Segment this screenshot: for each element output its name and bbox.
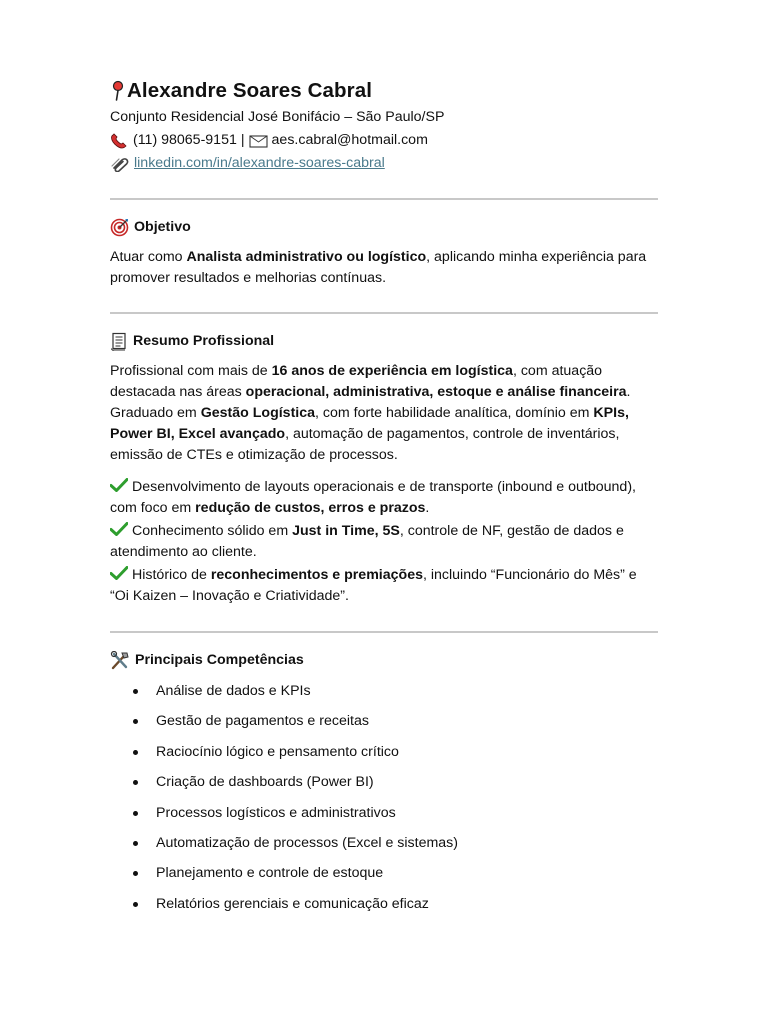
check-mark-icon <box>110 478 128 492</box>
highlight-3-bold: reconhecimentos e premiações <box>210 567 423 583</box>
email-address: aes.cabral@hotmail.com <box>271 132 428 148</box>
scroll-icon <box>110 332 128 351</box>
linkedin-line <box>110 152 658 175</box>
list-item: Raciocínio lógico e pensamento crítico <box>110 737 658 767</box>
tools-icon <box>110 651 130 670</box>
competencias-title: Principais Competências <box>135 652 304 668</box>
resumo-title: Resumo Profissional <box>133 333 275 349</box>
list-item: Análise de dados e KPIs <box>110 676 658 706</box>
resumo-text-2: , com atuação destacada nas áreas <box>110 363 603 400</box>
contact-line <box>110 129 658 152</box>
phone-number: (11) 98065-9151 <box>133 132 237 148</box>
resumo-bold-2: operacional, administrativa, estoque e análise financeira <box>245 384 627 400</box>
address: Conjunto Residencial José Bonifácio – São Paulo/SP <box>110 109 445 125</box>
objetivo-role: Analista administrativo ou logístico <box>186 249 427 265</box>
address-line <box>110 106 658 129</box>
name-row <box>110 76 658 106</box>
resumo-text-4: , com forte habilidade analítica, domínio em <box>315 405 594 421</box>
resumo-text-3: . Graduado em <box>110 384 631 421</box>
check-mark-icon <box>110 522 128 536</box>
highlight-1-bold: redução de custos, erros e prazos <box>195 500 426 516</box>
competencias-heading <box>110 648 658 672</box>
objetivo-text-2: , aplicando minha experiência para promover resultados e melhorias contínuas. <box>110 249 647 286</box>
list-item: Relatórios gerenciais e comunicação eficaz <box>110 889 658 919</box>
highlight-item-1 <box>110 477 658 519</box>
list-item: Automatização de processos (Excel e sistemas) <box>110 828 658 858</box>
resumo-bold-4: KPIs, Power BI, Excel avançado <box>110 405 629 442</box>
highlight-item-3 <box>110 565 658 607</box>
skills-list <box>110 676 658 919</box>
resumo-heading <box>110 329 658 353</box>
resumo-bold-1: 16 anos de experiência em logística <box>271 363 513 379</box>
divider-2 <box>110 312 658 314</box>
resumo-bold-3: Gestão Logística <box>200 405 316 421</box>
pushpin-icon <box>110 80 126 102</box>
target-icon <box>110 218 129 237</box>
list-item: Gestão de pagamentos e receitas <box>110 706 658 736</box>
highlight-1-text-2: . <box>425 500 430 516</box>
highlight-2-bold: Just in Time, 5S <box>292 523 400 539</box>
objetivo-title: Objetivo <box>134 219 191 235</box>
telephone-icon <box>110 133 129 149</box>
resumo-text-1: Profissional com mais de <box>110 363 272 379</box>
candidate-name: Alexandre Soares Cabral <box>127 79 372 102</box>
envelope-icon <box>249 134 268 148</box>
resumo-text-5: , automação de pagamentos, controle de inventários, emissão de CTEs e otimização de processos. <box>110 426 620 463</box>
section-competencias <box>110 648 658 919</box>
section-resumo <box>110 329 658 607</box>
contact-separator: | <box>240 132 245 148</box>
header <box>110 76 658 175</box>
highlight-item-2 <box>110 521 658 563</box>
resumo-paragraph <box>110 361 658 466</box>
list-item: Criação de dashboards (Power BI) <box>110 767 658 797</box>
highlight-3-text-1: Histórico de <box>132 567 211 583</box>
objetivo-text <box>110 247 658 289</box>
list-item: Processos logísticos e administrativos <box>110 798 658 828</box>
paperclip-icon <box>110 156 130 172</box>
divider-3 <box>110 631 658 633</box>
highlight-1-text-1: Desenvolvimento de layouts operacionais e de transporte (inbound e outbound), com foco em <box>110 479 636 516</box>
highlight-3-text-2: , incluindo “Funcionário do Mês” e “Oi Kaizen – Inovação e Criatividade”. <box>110 567 637 604</box>
objetivo-text-1: Atuar como <box>110 249 187 265</box>
linkedin-link[interactable]: linkedin.com/in/alexandre-soares-cabral <box>134 155 385 171</box>
list-item: Planejamento e controle de estoque <box>110 858 658 888</box>
divider-1 <box>110 198 658 200</box>
highlight-2-text-2: , controle de NF, gestão de dados e atendimento ao cliente. <box>110 523 624 560</box>
highlight-2-text-1: Conhecimento sólido em <box>132 523 293 539</box>
section-objetivo <box>110 215 658 289</box>
objetivo-heading <box>110 215 658 239</box>
check-mark-icon <box>110 566 128 580</box>
